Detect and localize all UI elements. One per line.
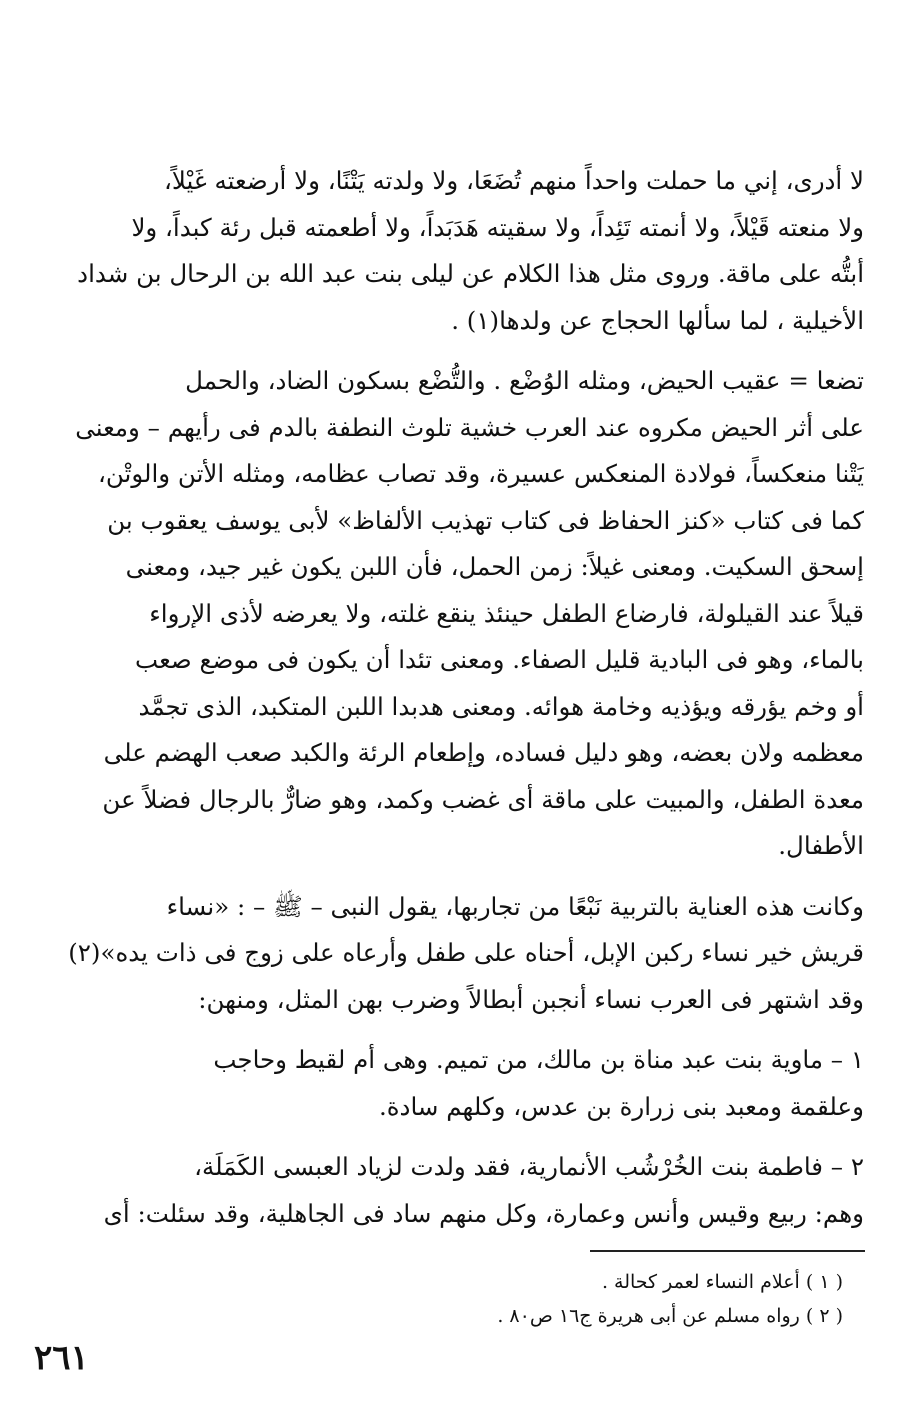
text-line: الأخيلية ، لما سألها الحجاج عن ولدها(١) . (451, 305, 864, 335)
text-line: ولا منعته قَيْلاً، ولا أنمته تَئِداً، ولا سقيته هَدَبَداً، ولا أطعمته قبل رئة كبداً، ولا (131, 212, 864, 242)
page-body (58, 158, 864, 1237)
text-line: لا أدرى، إني ما حملت واحداً منهم تُضَعَا، ولا ولدته يَتْنًا، ولا أرضعته غَيْلاً، (164, 166, 864, 195)
text-line: وكانت هذه العناية بالتربية نَبْعًا من تجاربها، يقول النبى – ﷺ – : «نساء (166, 891, 864, 921)
text-line: ١ – ماوية بنت عبد مناة بن مالك، من تميم. وهى أم لقيط وحاجب (213, 1045, 864, 1074)
footnote-separator (590, 1250, 865, 1252)
text-line: وهم: ربيع وقيس وأنس وعمارة، وكل منهم ساد فى الجاهلية، وقد سئلت: أى (103, 1198, 864, 1228)
paragraph (58, 884, 864, 1024)
text-line: ٢ – فاطمة بنت الخُرْشُب الأنمارية، فقد ولدت لزياد العبسى الكَمَلَة، (194, 1152, 864, 1181)
footnote: ( ٢ ) رواه مسلم عن أبى هريرة ج١٦ ص٨٠ . (497, 1305, 843, 1327)
text-line: أو وخم يؤرقه ويؤذيه وخامة هوائه. ومعنى هدبدا اللبن المتكبد، الذى تجمَّد (138, 691, 864, 721)
paragraph (58, 158, 864, 344)
page-number: ٢٦١ (34, 1338, 89, 1378)
text-line: كما فى كتاب «كنز الحفاظ فى كتاب تهذيب الألفاظ» لأبى يوسف يعقوب بن (107, 505, 864, 535)
text-line: بالماء، وهو فى البادية قليل الصفاء. ومعنى تئدا أن يكون فى موضع صعب (135, 645, 864, 674)
text-line: تضعا = عقيب الحيض، ومثله الوُضْع . والتُّضْع بسكون الضاد، والحمل (185, 366, 864, 395)
text-line: قريش خير نساء ركبن الإبل، أحناه على طفل وأرعاه على زوج فى ذات يده»(٢) (68, 938, 864, 967)
text-line: قيلاً عند القيلولة، فارضاع الطفل حينئذ ينقع غلته، ولا يعرضه لأذى الإرواء (149, 598, 864, 628)
paragraph (58, 1144, 864, 1237)
text-line: الأطفال. (778, 831, 864, 860)
paragraph (58, 1037, 864, 1130)
text-line: معظمه ولان بعضه، وهو دليل فساده، وإطعام الرئة والكبد صعب الهضم على (103, 738, 864, 767)
paragraph (58, 358, 864, 870)
text-line: يَتْنا منعكساً، فولادة المنعكس عسيرة، وقد تصاب عظامه، ومثله الأتن والوتْن، (98, 459, 864, 488)
text-line: معدة الطفل، والمبيت على ماقة أى غضب وكمد، وهو ضارٌّ بالرجال فضلاً عن (102, 784, 864, 814)
text-line: وقد اشتهر فى العرب نساء أنجبن أبطالاً وضرب بهن المثل، ومنهن: (198, 984, 864, 1014)
text-line: وعلقمة ومعبد بنى زرارة بن عدس، وكلهم سادة. (378, 1091, 864, 1121)
text-line: إسحق السكيت. ومعنى غيلاً: زمن الحمل، فأن اللبن يكون غير جيد، ومعنى (125, 552, 864, 581)
text-line: أبتُّه على ماقة. وروى مثل هذا الكلام عن ليلى بنت عبد الله بن الرحال بن شداد (77, 259, 864, 288)
footnote: ( ١ ) أعلام النساء لعمر كحالة . (601, 1271, 843, 1293)
footnotes (497, 1265, 843, 1333)
text-line: على أثر الحيض مكروه عند العرب خشية تلوث النطفة بالدم فى رأيهم – ومعنى (75, 412, 864, 442)
